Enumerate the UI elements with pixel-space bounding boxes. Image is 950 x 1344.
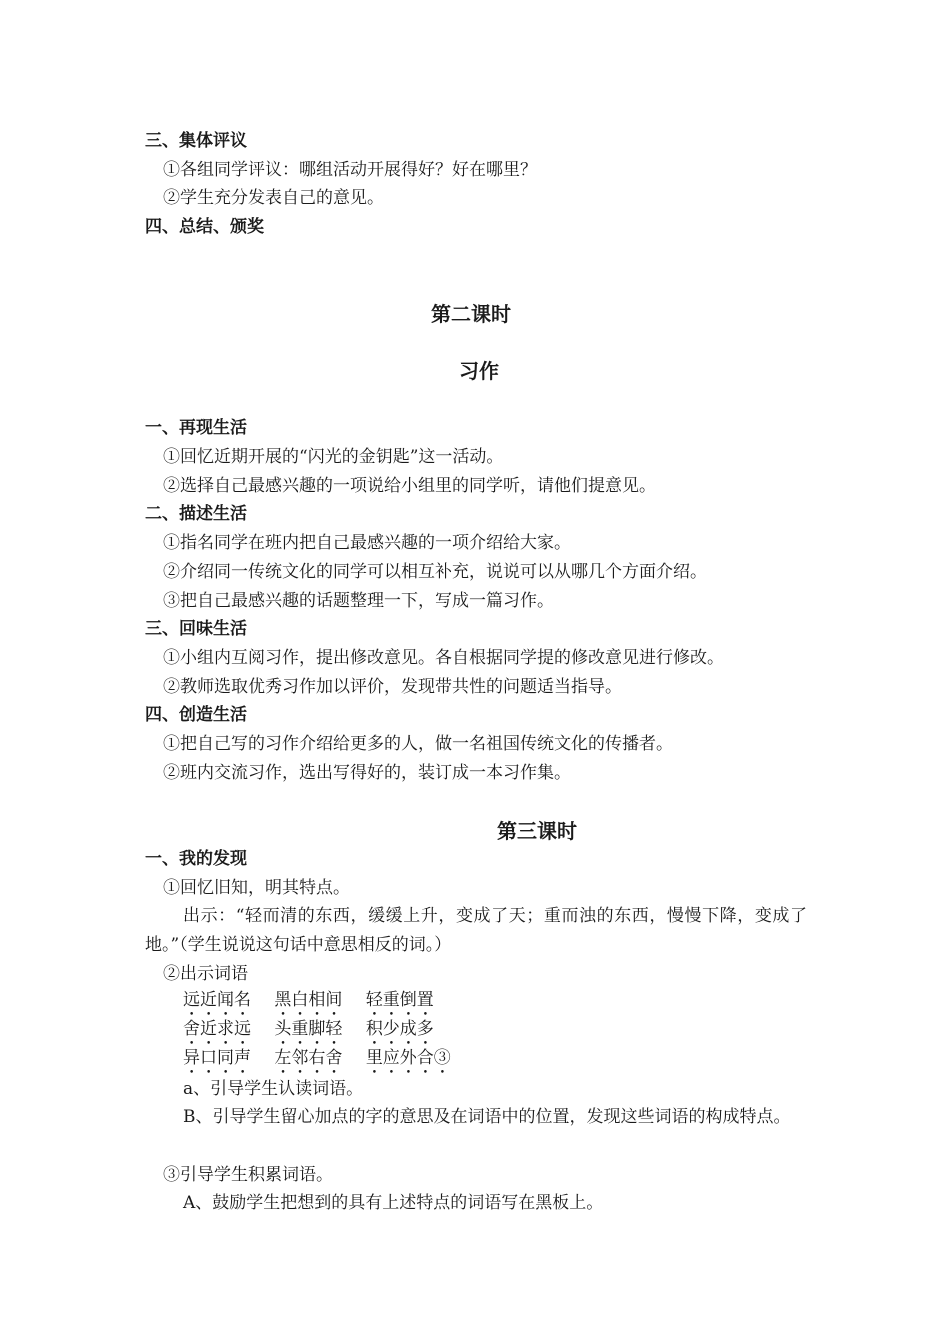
list-item: ①回忆旧知，明其特点。 — [163, 878, 350, 898]
word: 左邻右舍 — [274, 1048, 343, 1068]
word: 异口同声 — [183, 1048, 251, 1068]
list-item: ②班内交流习作，选出写得好的，装订成一本习作集。 — [163, 763, 571, 783]
word: 远近闻名 — [183, 990, 251, 1010]
word: 轻重倒置 — [365, 990, 434, 1010]
word-row — [183, 1017, 452, 1049]
list-item: ①回忆近期开展的“闪光的金钥匙”这一活动。 — [163, 447, 504, 467]
word-row — [183, 988, 452, 1020]
list-item: ②学生充分发表自己的意见。 — [163, 188, 384, 208]
word: 积少成多 — [365, 1019, 434, 1039]
word: 头重脚轻 — [274, 1019, 343, 1039]
list-item: ①小组内互阅习作，提出修改意见。各自根据同学提的修改意见进行修改。 — [163, 648, 724, 668]
list-item: ①把自己写的习作介绍给更多的人，做一名祖国传统文化的传播者。 — [163, 734, 673, 754]
list-item: ①指名同学在班内把自己最感兴趣的一项介绍给大家。 — [163, 533, 571, 553]
lesson-subtitle: 习作 — [459, 359, 499, 383]
section-heading: 三、回味生活 — [145, 619, 247, 639]
list-item: ③引导学生积累词语。 — [163, 1165, 333, 1185]
section-heading: 一、我的发现 — [145, 849, 247, 869]
section-heading: 一、再现生活 — [145, 418, 247, 438]
list-item: ②教师选取优秀习作加以评价，发现带共性的问题适当指导。 — [163, 677, 622, 697]
section-heading: 三、集体评议 — [145, 131, 247, 151]
lesson-title: 第三课时 — [497, 819, 577, 843]
step-text: a、引导学生认读词语。 — [183, 1079, 364, 1099]
section-heading: 四、创造生活 — [145, 705, 247, 725]
list-item: ②出示词语 — [163, 964, 248, 984]
list-item: ③把自己最感兴趣的话题整理一下，写成一篇习作。 — [163, 591, 554, 611]
word: 里应外合③ — [365, 1048, 451, 1068]
word: 黑白相间 — [274, 990, 343, 1010]
example-paragraph: 出示：“轻而清的东西，缓缓上升，变成了天；重而浊的东西，慢慢下降，变成了地。”（学生说说这句话中意思相反的词。） — [145, 906, 807, 955]
list-item: ①各组同学评议：哪组活动开展得好？好在哪里？ — [163, 160, 537, 180]
section-heading: 二、描述生活 — [145, 504, 247, 524]
step-text: A、鼓励学生把想到的具有上述特点的词语写在黑板上。 — [183, 1193, 604, 1213]
list-item: ②介绍同一传统文化的同学可以相互补充，说说可以从哪几个方面介绍。 — [163, 562, 707, 582]
section-heading: 四、总结、颁奖 — [145, 217, 264, 237]
list-item: ②选择自己最感兴趣的一项说给小组里的同学听，请他们提意见。 — [163, 476, 656, 496]
word: 舍近求远 — [183, 1019, 251, 1039]
step-paragraph: B、引导学生留心加点的字的意思及在词语中的位置，发现这些词语的构成特点。 — [183, 1107, 791, 1127]
lesson-title: 第二课时 — [431, 302, 511, 326]
word-row — [183, 1046, 469, 1078]
